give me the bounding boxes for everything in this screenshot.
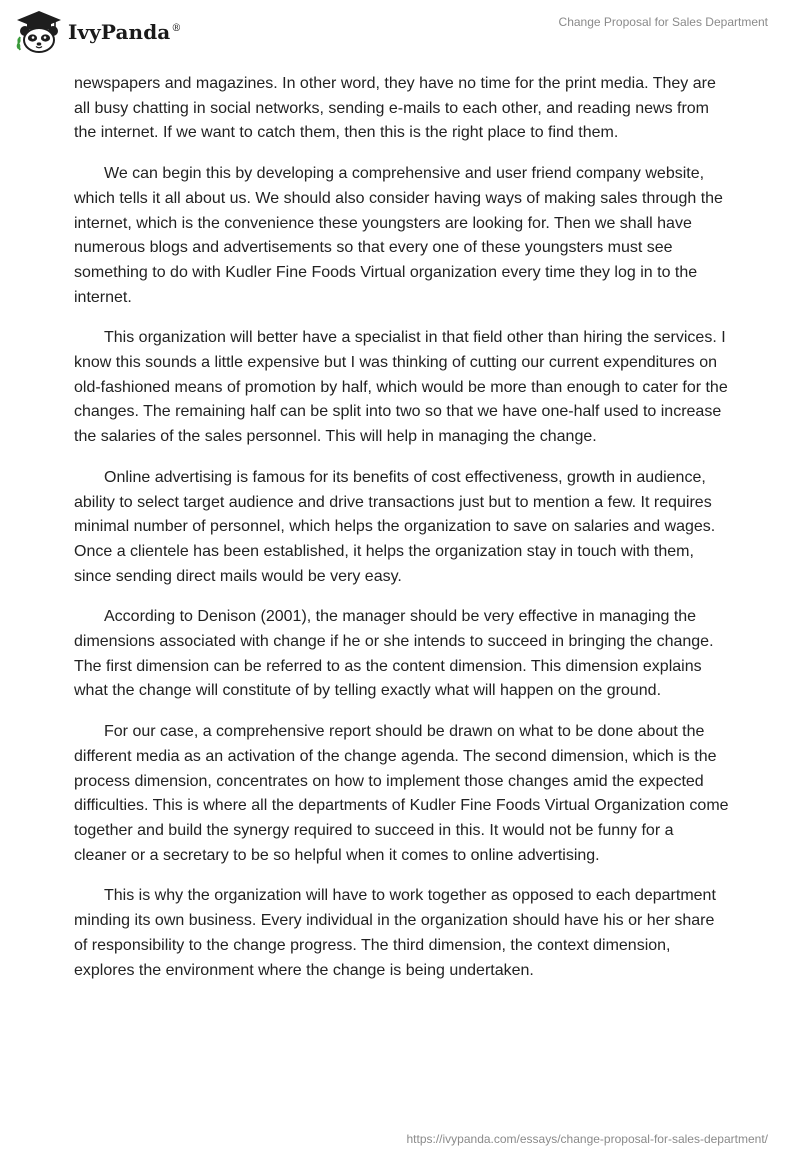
paragraph-5: According to Denison (2001), the manager should be very effective in managing the dimensions associated with change if he or she intends to succeed in bringing the change. The first dimension can be referred to as the content dimension. This dimension explains what the change will constitute of by telling exactly what will happen on the ground. (74, 608, 714, 700)
document-title: Change Proposal for Sales Department (558, 15, 768, 29)
panda-graduate-icon (14, 10, 64, 54)
source-url[interactable]: https://ivypanda.com/essays/change-proposal-for-sales-department/ (406, 1132, 768, 1146)
paragraph-1: newspapers and magazines. In other word, they have no time for the print media. They are all busy chatting in social networks, sending e-mails to each other, and reading news from the internet. If we want to catch them, then this is the right place to find them. (74, 75, 716, 142)
paragraph-6: For our case, a comprehensive report should be drawn on what to be done about the different media as an activation of the change agenda. The second dimension, which is the process dimension, concentrates on how to implement those changes amid the expected difficulties. This is where all the departments of Kudler Fine Foods Virtual Organization come together and build the synergy required to succeed in this. It would not be funny for a cleaner or a secretary to be so helpful when it comes to online advertising. (74, 723, 729, 864)
paragraph-2: We can begin this by developing a comprehensive and user friend company website, which tells it all about us. We should also consider having ways of making sales through the internet, which is the convenience these youngsters are looking for. Then we shall have numerous blogs and advertisements so that every one of these youngsters must see something to do with Kudler Fine Foods Virtual organization every time they log in to the internet. (74, 165, 723, 306)
essay-body (74, 72, 730, 999)
page-header (0, 0, 800, 68)
registered-mark: ® (171, 23, 182, 35)
paragraph-3: This organization will better have a specialist in that field other than hiring the services. I know this sounds a little expensive but I was thinking of cutting our current expenditures on old-fashioned means of promotion by half, which would be more than enough to cater for the changes. The remaining half can be split into two so that we have one-half used to increase the salaries of the sales personnel. This will help in managing the change. (74, 329, 728, 446)
paragraph-4: Online advertising is famous for its benefits of cost effectiveness, growth in audience, ability to select target audience and drive transactions just but to mention a few. It requires minimal number of personnel, which helps the organization to save on salaries and wages. Once a clientele has been established, it helps the organization stay in touch with them, since sending direct mails would be very easy. (74, 468, 716, 585)
brand-name: IvyPanda® (68, 20, 182, 44)
ivypanda-logo[interactable] (14, 10, 181, 54)
paragraph-7: This is why the organization will have to work together as opposed to each department minding its own business. Every individual in the organization should have his or her share of responsibility to the change progress. The third dimension, the context dimension, explores the environment where the change is being undertaken. (74, 887, 716, 979)
